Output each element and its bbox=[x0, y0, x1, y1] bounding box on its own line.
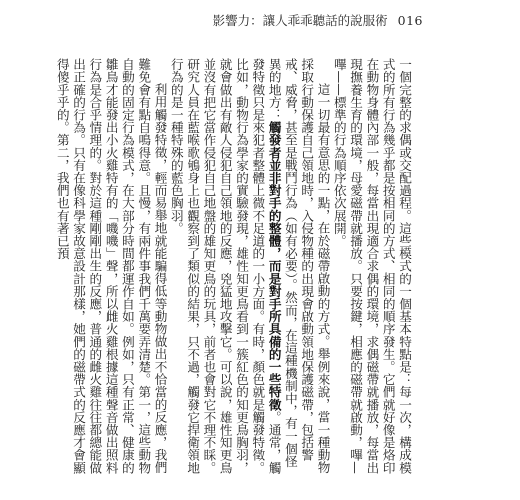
body-text bbox=[54, 58, 412, 474]
paragraph-2-bold: 觸發者並非對手的整體，而是對手所具備的一些特徵 bbox=[266, 121, 282, 411]
paragraph-2 bbox=[168, 58, 331, 474]
running-header bbox=[213, 10, 423, 30]
paragraph-3-text: 利用觸發特徵，輕而易舉地就能騙得低等動物做出不恰當的反應，我們難免會有點自鳴得意。且慢，有兩件事我們千萬要弄清楚。第一，這些動物自動的固定行為模式，在大部分時間都運作自如。例如，只有正常、健康的雛鳥才能發出小火雞特有的「嘰嘰」聲，所以雌火雞根據這種聲音做出照料行為是合乎情理的。對於這種剛剛出生的反應，普通的雌火雞往往都總能做出正確的行為。只有在像科學家故意設計那樣，她們的磁帶式的反應才會顯得傻乎乎的。第二，我們也有著已預 bbox=[54, 58, 168, 474]
paragraph-1-text: 一個完整的求偶或交配過程。這些模式的一個基本特點是：每一次，構成模式的所有行為幾乎都是按相同的方式、相同的順序發生。它們就好像是烙印在動物身體內部一般，每當出現適合求偶的環境，求偶磁帶就播放，每當出現撫養生育的環境，母愛磁帶就播放。只要按鍵，相應的磁帶就啟動，嗶—嗶——標準的行為順序依次展開。 bbox=[331, 58, 412, 474]
page-number: 016 bbox=[397, 12, 423, 28]
paragraph-2-text-b: 。通常，觸發特徵只是來犯者整體上微不足道的一小方面。有時，顏色就是觸發特徵。比如，動物行為學家的實驗發現，雄性知更鳥看到一簇紅色的知更鳥胸羽，就會做出有敵人侵犯自己領地的反應，兇猛地攻擊它。可以說，雄性知更鳥並沒有把它當作侵犯自己地盤的雄知更鳥的玩具，前者也會對它不理不睬。研究人員在藍喉歌鴝身上也觀察到了類似的結果，只不過，觸發它捍衛領地行為的是一種特殊的藍色胸羽。 bbox=[168, 58, 282, 474]
book-title: 影響力：讓人乖乖聽話的說服術 bbox=[212, 13, 388, 28]
paragraph-3 bbox=[53, 58, 167, 474]
paragraph-2-text-a: 這一切最有意思的一點，在於磁帶啟動的方式。舉例來說，當一種動物採取行動保護自己領地時，入侵物種的出現會啟動領地保護磁帶，包括警戒、威脅，甚至是戰鬥行為（如有必要）。然而，在這種機制中，有一個怪異的地方： bbox=[266, 58, 331, 474]
paragraph-1 bbox=[331, 58, 412, 474]
